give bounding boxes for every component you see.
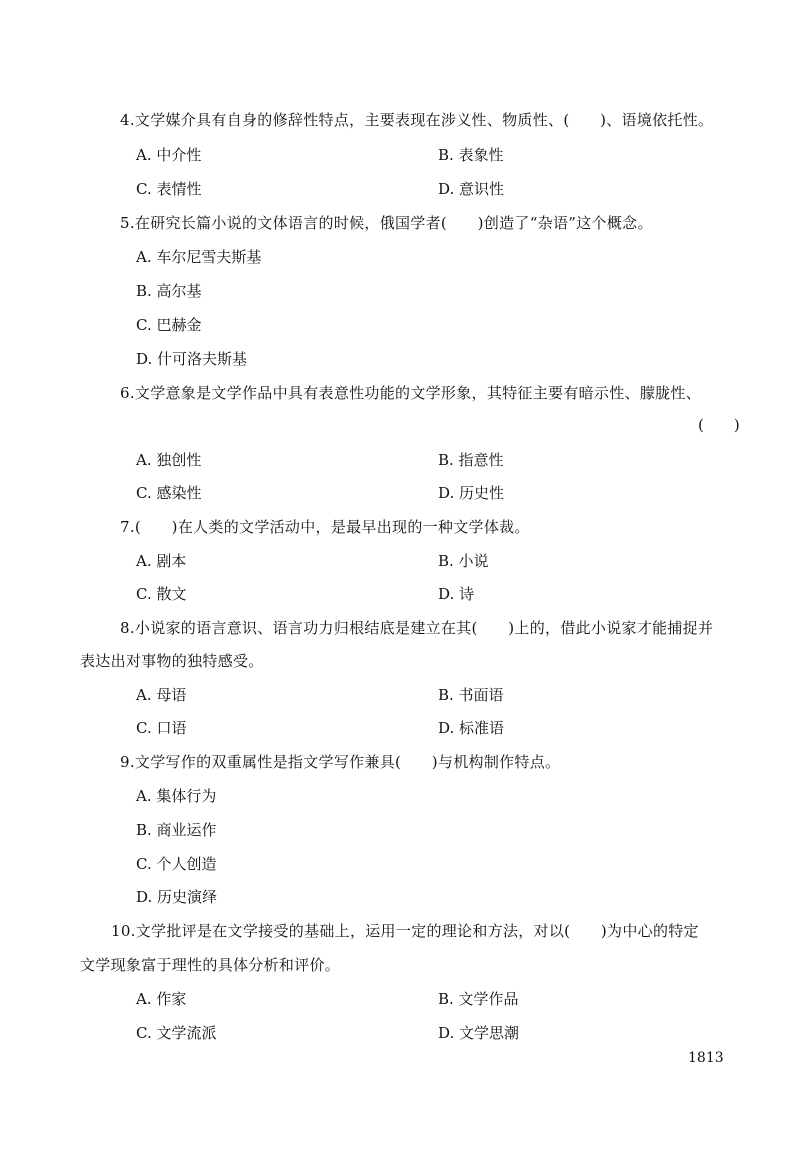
question-8-option-d: D. 标准语 [438, 719, 505, 737]
question-7-stem: 7.( )在人类的文学活动中，是最早出现的一种文学体裁。 [120, 518, 530, 536]
question-4-option-d: D. 意识性 [438, 180, 505, 198]
question-5-stem: 5.在研究长篇小说的文体语言的时候，俄国学者( )创造了“杂语”这个概念。 [120, 214, 653, 232]
question-9-option-a: A. 集体行为 [136, 787, 217, 805]
question-5-option-a: A. 车尔尼雪夫斯基 [136, 248, 262, 266]
question-4-option-b: B. 表象性 [438, 146, 504, 164]
question-10-stem: 10.文学批评是在文学接受的基础上，运用一定的理论和方法，对以( )为中心的特定 [111, 922, 699, 940]
question-7-option-d: D. 诗 [438, 585, 475, 603]
question-10-stem-continued: 文学现象富于理性的具体分析和评价。 [80, 956, 341, 974]
question-7-option-c: C. 散文 [136, 585, 187, 603]
question-8-option-a: A. 母语 [136, 686, 187, 704]
question-6-option-d: D. 历史性 [438, 484, 505, 502]
question-9-option-b: B. 商业运作 [136, 821, 217, 839]
page-number: 1813 [688, 1050, 724, 1066]
question-7-option-b: B. 小说 [438, 552, 489, 570]
question-4-option-a: A. 中介性 [136, 146, 202, 164]
question-8-stem: 8.小说家的语言意识、语言功力归根结底是建立在其( )上的，借此小说家才能捕捉并 [120, 619, 714, 637]
question-10-option-a: A. 作家 [136, 990, 187, 1008]
question-10-option-c: C. 文学流派 [136, 1024, 217, 1042]
question-5-option-b: B. 高尔基 [136, 282, 202, 300]
question-8-option-b: B. 书面语 [438, 686, 504, 704]
question-9-option-d: D. 历史演绎 [136, 888, 218, 906]
question-10-option-b: B. 文学作品 [438, 990, 519, 1008]
question-9-option-c: C. 个人创造 [136, 855, 217, 873]
question-6-option-c: C. 感染性 [136, 484, 202, 502]
question-5-option-d: D. 什可洛夫斯基 [136, 350, 248, 368]
question-6-answer-paren: ( ) [698, 416, 740, 434]
question-7-option-a: A. 剧本 [136, 552, 187, 570]
question-8-stem-continued: 表达出对事物的独特感受。 [80, 652, 264, 670]
question-8-option-c: C. 口语 [136, 719, 187, 737]
question-4-option-c: C. 表情性 [136, 180, 202, 198]
question-9-stem: 9.文学写作的双重属性是指文学写作兼具( )与机构制作特点。 [120, 753, 561, 771]
question-10-option-d: D. 文学思潮 [438, 1024, 520, 1042]
question-6-option-a: A. 独创性 [136, 451, 202, 469]
question-4-stem: 4.文学媒介具有自身的修辞性特点，主要表现在涉义性、物质性、( )、语境依托性。 [120, 111, 714, 129]
question-5-option-c: C. 巴赫金 [136, 316, 202, 334]
question-6-option-b: B. 指意性 [438, 451, 504, 469]
question-6-stem: 6.文学意象是文学作品中具有表意性功能的文学形象，其特征主要有暗示性、朦胧性、 [120, 384, 702, 402]
